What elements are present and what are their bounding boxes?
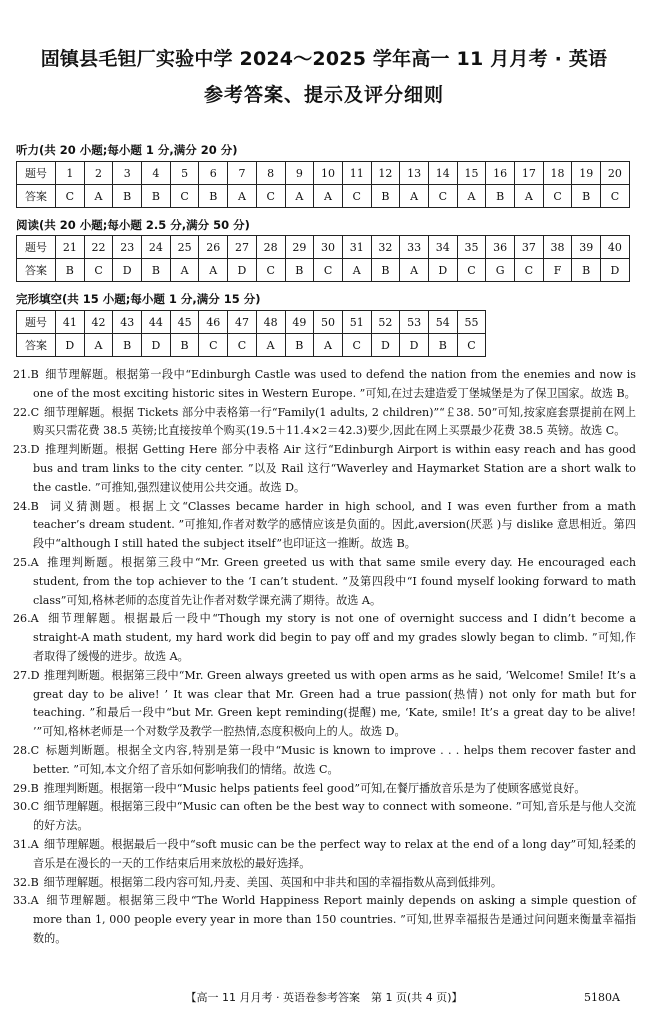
answer-cell: B [428,334,457,357]
answer-cell: C [256,259,285,282]
question-number-cell: 49 [285,311,314,334]
answer-cell: C [314,259,343,282]
question-number-cell: 47 [228,311,257,334]
explanation-item [13,610,636,666]
explanation-item [13,498,636,554]
answer-cell: B [199,185,228,208]
explanation-text: 推理判断题。根据第三段中“Mr. Green always greeted us with open arms as he said, ‘Welcome! Smile! It’s a great day to be alive! ’ It was clear that Mr. Green had a true passion(热情) not only for math but for teaching. ”和最后一段中“but Mr. Green kept reminding(提醒) me, ‘Kate, smile! It’s a great day to be alive! ’”可知,格林老师是一个对数学及教学一腔热情,态度积极向上的人。故选 D。 [33,668,636,739]
answer-cell: B [142,259,171,282]
answer-cell: B [285,334,314,357]
question-answer-label: 29.B [13,781,39,795]
question-number-cell: 20 [601,162,630,185]
question-number-cell: 17 [515,162,544,185]
question-answer-label: 27.D [13,668,40,682]
question-number-cell: 27 [228,236,257,259]
answer-cell: A [84,334,113,357]
answer-cell: D [428,259,457,282]
table-row [17,259,630,282]
page-title: 固镇县毛钽厂实验中学 2024～2025 学年高一 11 月月考 · 英语 [40,48,608,70]
explanation-item [13,836,636,874]
question-number-cell: 22 [84,236,113,259]
row-header-cell: 答案 [17,334,56,357]
question-number-cell: 10 [314,162,343,185]
answer-cell: D [142,334,171,357]
page-footer: 【高一 11 月月考 · 英语卷参考答案 第 1 页(共 4 页)】 [185,991,463,1004]
explanation-item [13,366,636,404]
row-header-cell: 题号 [17,311,56,334]
question-number-cell: 30 [314,236,343,259]
answer-cell: A [199,259,228,282]
answer-cell: C [342,334,371,357]
question-number-cell: 19 [572,162,601,185]
answer-cell: A [228,185,257,208]
question-answer-label: 21.B [13,368,39,381]
answer-cell: A [314,334,343,357]
explanation-item [13,742,636,780]
answer-cell: C [170,185,199,208]
question-number-cell: 3 [113,162,142,185]
question-number-cell: 12 [371,162,400,185]
explanation-item [13,892,636,948]
question-number-cell: 13 [400,162,429,185]
answer-cell: D [371,334,400,357]
question-answer-label: 23.D [13,443,40,457]
question-number-cell: 40 [601,236,630,259]
explanations-list [13,366,636,949]
explanation-item [13,798,636,836]
answer-cell: B [56,259,85,282]
page-subtitle: 参考答案、提示及评分细则 [203,84,444,106]
answer-cell: B [572,185,601,208]
table-row [17,334,486,357]
answer-cell: A [457,185,486,208]
explanation-text: 细节理解题。根据最后一段中“soft music can be the perfect way to relax at the end of a long day”可知,轻柔的音乐是在漫长的一天的工作结束后用来放松的最好选择。 [33,837,636,870]
question-number-cell: 28 [256,236,285,259]
question-number-cell: 50 [314,311,343,334]
table-row [17,236,630,259]
answer-cell: C [199,334,228,357]
answer-cell: A [84,185,113,208]
question-number-cell: 8 [256,162,285,185]
question-number-cell: 18 [543,162,572,185]
question-number-cell: 32 [371,236,400,259]
question-number-cell: 51 [342,311,371,334]
explanation-text: 细节理解题。根据第三段中“Music can often be the best way to connect with someone. ”可知,音乐是与他人交流的好方法。 [33,800,636,833]
explanation-text: 细节理解题。根据第三段中“The World Happiness Report mainly depends on asking a simple question of more than 1, 000 people every year in more than 150 countries. ”可知,世界幸福报告是通过问问题来衡量幸福指数的。 [33,894,636,945]
answer-cell: A [515,185,544,208]
question-number-cell: 25 [170,236,199,259]
answer-cell: D [113,259,142,282]
question-number-cell: 1 [56,162,85,185]
answer-cell: B [113,334,142,357]
answer-table [16,161,630,208]
question-number-cell: 21 [56,236,85,259]
question-number-cell: 23 [113,236,142,259]
explanation-text: 推理判断题。根据第三段中“Mr. Green greeted us with that same smile every day. He encouraged each student, from the top achiever to the ‘I can’t student. ”及第四段中“I found myself looking forward to math class”可知,格林老师的态度首先让作者对数学课充满了期待。故选 A。 [33,555,636,607]
row-header-cell: 题号 [17,236,56,259]
answer-cell: D [400,334,429,357]
answer-cell: A [400,185,429,208]
question-number-cell: 2 [84,162,113,185]
question-number-cell: 15 [457,162,486,185]
explanation-text: 推理判断题。根据 Getting Here 部分中表格 Air 这行“Edinburgh Airport is within easy reach and has good bus and tram links to the city center. ”以及 Rail 这行“Waverley and Haymarket Station are a short walk to the castle. ”可推知,强烈建议使用公共交通。故选 D。 [33,443,636,494]
answer-table [16,310,486,357]
answer-cell: C [84,259,113,282]
question-answer-label: 26.A [13,612,39,626]
question-number-cell: 14 [428,162,457,185]
answer-cell: B [142,185,171,208]
question-number-cell: 6 [199,162,228,185]
explanation-text: 细节理解题。根据最后一段中“Though my story is not one of overnight success and I didn’t become a straight-A math student, my hard work did begin to pay off and my grades slowly began to climb. ”可知,作者取得了缓慢的进步。故选 A。 [33,612,636,663]
question-number-cell: 55 [457,311,486,334]
answer-cell: A [400,259,429,282]
question-number-cell: 48 [256,311,285,334]
explanation-text: 推理判断题。根据第一段中“Music helps patients feel good”可知,在餐厅播放音乐是为了使顾客感觉良好。 [33,781,586,795]
answer-cell: D [601,259,630,282]
answer-cell: C [457,334,486,357]
answer-cell: D [228,259,257,282]
answer-cell: C [457,259,486,282]
question-number-cell: 44 [142,311,171,334]
question-number-cell: 38 [543,236,572,259]
table-row [17,185,630,208]
question-number-cell: 53 [400,311,429,334]
answer-cell: B [371,185,400,208]
answer-cell: D [56,334,85,357]
question-number-cell: 42 [84,311,113,334]
question-number-cell: 9 [285,162,314,185]
question-answer-label: 33.A [13,894,39,908]
answer-cell: C [428,185,457,208]
question-answer-label: 22.C [13,405,40,419]
answer-cell: B [486,185,515,208]
answer-cell: A [314,185,343,208]
question-answer-label: 32.B [13,875,39,889]
answer-cell: B [572,259,601,282]
question-number-cell: 4 [142,162,171,185]
section-heading: 阅读(共 20 小题;每小题 2.5 分,满分 50 分) [16,218,250,232]
question-number-cell: 52 [371,311,400,334]
answer-cell: A [170,259,199,282]
question-number-cell: 5 [170,162,199,185]
question-number-cell: 31 [342,236,371,259]
answer-cell: C [56,185,85,208]
paper-code: 5180A [584,991,620,1004]
explanation-item [13,667,636,742]
answer-cell: C [228,334,257,357]
answer-cell: F [543,259,572,282]
explanation-item [13,441,636,497]
answer-cell: B [170,334,199,357]
explanation-item [13,404,636,442]
question-number-cell: 43 [113,311,142,334]
question-number-cell: 37 [515,236,544,259]
question-number-cell: 54 [428,311,457,334]
explanation-item [13,780,636,799]
question-number-cell: 34 [428,236,457,259]
question-answer-label: 30.C [13,800,40,814]
question-number-cell: 26 [199,236,228,259]
question-number-cell: 33 [400,236,429,259]
answer-cell: B [285,259,314,282]
section-heading: 完形填空(共 15 小题;每小题 1 分,满分 15 分) [16,292,261,306]
explanation-text: 细节理解题。根据第一段中“Edinburgh Castle was used to defend the nation from the enemies and now is one of the most exciting historic sites in Western Europe. ”可知,在过去建造爱丁堡城堡是为了保卫国家。故选 B。 [33,368,636,400]
question-number-cell: 29 [285,236,314,259]
answer-cell: A [256,334,285,357]
row-header-cell: 答案 [17,259,56,282]
explanation-item [13,874,636,893]
question-number-cell: 36 [486,236,515,259]
table-row [17,311,486,334]
explanation-text: 标题判断题。根据全文内容,特别是第一段中“Music is known to improve . . . helps them recover faster and better. ”可知,本文介绍了音乐如何影响我们的情绪。故选 C。 [33,743,636,776]
answer-cell: A [342,259,371,282]
question-answer-label: 28.C [13,743,40,757]
question-number-cell: 41 [56,311,85,334]
explanation-text: 词义猜测题。根据上文“Classes became harder in high school, and I was even further from a math teacher’s dream student. ”可推知,作者对数学的感情应该是负面的。因此,aversion(厌恶 )与 dislike 意思相近。第四段中“although I still hated the subject itself”也印证这一推断。故选 B。 [33,499,636,551]
answer-cell: C [515,259,544,282]
answer-table [16,235,630,282]
question-answer-label: 24.B [13,499,39,513]
answer-cell: C [342,185,371,208]
question-number-cell: 35 [457,236,486,259]
question-answer-label: 31.A [13,837,39,851]
question-number-cell: 16 [486,162,515,185]
answer-cell: G [486,259,515,282]
section-heading: 听力(共 20 小题;每小题 1 分,满分 20 分) [16,143,238,157]
question-answer-label: 25.A [13,555,39,569]
answer-cell: C [601,185,630,208]
answer-cell: A [285,185,314,208]
answer-cell: B [113,185,142,208]
explanation-text: 细节理解题。根据 Tickets 部分中表格第一行“Family(1 adults, 2 children)”“￡38. 50”可知,按家庭套票提前在网上购买只需花费 38.5 英镑;比直接按单个购买(19.5＋11.4×2＝42.3)要少,因此在网上买票最少花费 38.5 英镑。故选 C。 [33,405,636,438]
question-number-cell: 39 [572,236,601,259]
answer-cell: C [543,185,572,208]
table-row [17,162,630,185]
answer-cell: C [256,185,285,208]
row-header-cell: 答案 [17,185,56,208]
question-number-cell: 45 [170,311,199,334]
explanation-item [13,554,636,610]
question-number-cell: 11 [342,162,371,185]
question-number-cell: 46 [199,311,228,334]
question-number-cell: 7 [228,162,257,185]
row-header-cell: 题号 [17,162,56,185]
explanation-text: 细节理解题。根据第二段内容可知,丹麦、美国、英国和中非共和国的幸福指数从高到低排列。 [33,875,502,889]
question-number-cell: 24 [142,236,171,259]
answer-cell: B [371,259,400,282]
